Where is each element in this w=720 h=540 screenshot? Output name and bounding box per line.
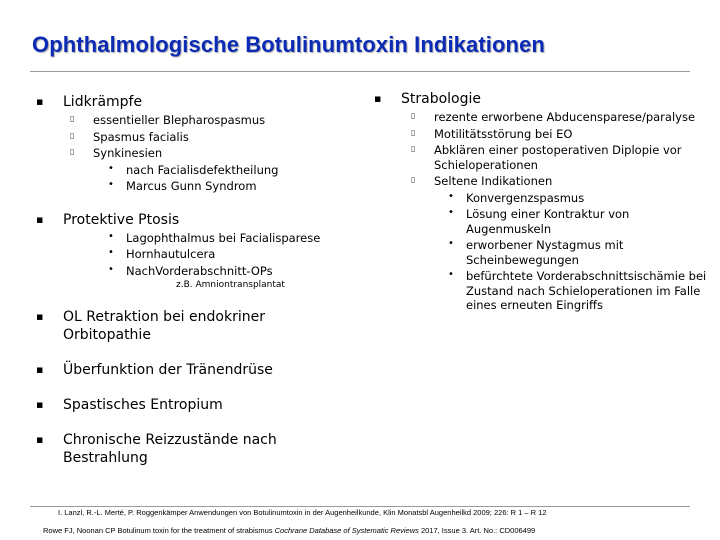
dot-bullet-icon: • bbox=[108, 247, 114, 258]
slide-title: Ophthalmologische Botulinumtoxin Indikationen bbox=[32, 32, 545, 57]
box-bullet-icon: ▯ bbox=[70, 114, 75, 123]
box-bullet-icon: ▯ bbox=[411, 127, 416, 137]
item-lagophthalmus: Lagophthalmus bei Facialisparese bbox=[126, 230, 321, 245]
list-item bbox=[30, 308, 350, 344]
item-spasmus-facialis: Spasmus facialis bbox=[93, 129, 189, 144]
item-nystagmus: erworbener Nystagmus mit bbox=[466, 238, 624, 252]
item-facialisdefekt: nach Facialisdefektheilung bbox=[126, 162, 279, 177]
item-reizzustaende-cont: Bestrahlung bbox=[63, 450, 148, 466]
list-item bbox=[30, 211, 350, 229]
list-item bbox=[30, 113, 350, 128]
list-item bbox=[368, 127, 708, 142]
item-kontraktur-cont: Augenmuskeln bbox=[466, 221, 552, 236]
box-bullet-icon: ▯ bbox=[411, 175, 416, 184]
list-item bbox=[368, 110, 708, 125]
box-bullet-icon: ▯ bbox=[70, 147, 75, 156]
square-bullet-icon: ▪ bbox=[36, 95, 44, 108]
dot-bullet-icon: • bbox=[108, 179, 114, 190]
list-item bbox=[30, 247, 350, 262]
item-vorderabschnittsischaemie-cont2: eines erneuten Eingriffs bbox=[466, 298, 603, 312]
footnote-rowe bbox=[43, 526, 535, 535]
box-bullet-icon: ▯ bbox=[70, 130, 75, 140]
spacer bbox=[30, 344, 350, 361]
item-traenendruese: Überfunktion der Tränendrüse bbox=[63, 362, 273, 378]
item-kontraktur: Lösung einer Kontraktur von bbox=[466, 207, 630, 221]
list-item bbox=[30, 361, 350, 379]
item-konvergenzspasmus: Konvergenzspasmus bbox=[466, 190, 585, 205]
list-item bbox=[30, 396, 350, 414]
list-item bbox=[30, 93, 350, 111]
list-item bbox=[368, 191, 708, 206]
square-bullet-icon: ▪ bbox=[36, 363, 44, 376]
dot-bullet-icon: • bbox=[108, 263, 114, 275]
list-item bbox=[30, 130, 350, 145]
list-item bbox=[30, 146, 350, 161]
item-hornhautulcera: Hornhautulcera bbox=[126, 247, 216, 261]
square-bullet-icon: ▪ bbox=[36, 212, 44, 226]
list-item bbox=[30, 179, 350, 194]
item-vorderabschnittsischaemie: befürchtete Vorderabschnittsischämie bei bbox=[466, 269, 707, 283]
item-diplopie-cont: Schieloperationen bbox=[434, 157, 538, 172]
left-column bbox=[30, 90, 350, 467]
footnote-rowe-journal: Cochrane Database of Systematic Reviews bbox=[274, 526, 419, 535]
item-amniontransplantat: z.B. Amniontransplantat bbox=[176, 280, 285, 290]
box-bullet-icon: ▯ bbox=[411, 111, 416, 120]
dot-bullet-icon: • bbox=[448, 190, 454, 202]
item-motilitaetsstoerung: Motilitätsstörung bei EO bbox=[434, 126, 573, 141]
list-item bbox=[368, 143, 708, 172]
item-marcus-gunn: Marcus Gunn Syndrom bbox=[126, 179, 257, 193]
dot-bullet-icon: • bbox=[108, 230, 114, 242]
item-entropium: Spastisches Entropium bbox=[63, 397, 223, 413]
item-blepharospasmus: essentieller Blepharospasmus bbox=[93, 113, 266, 127]
footnote-rowe-issue: 2017, Issue 3. Art. No.: CD006499 bbox=[418, 526, 536, 535]
list-item bbox=[368, 90, 708, 108]
item-synkinesien: Synkinesien bbox=[93, 146, 163, 160]
list-item bbox=[30, 163, 350, 178]
footnote-lanzl: I. Lanzl, R.-L. Merté, P. Roggenkämper Anwendungen von Botulinumtoxin in der Augenheilkunde, Klin Monatsbl Augenheilkd 2009; 226: R 1 – R 12 bbox=[58, 508, 547, 517]
square-bullet-icon: ▪ bbox=[36, 433, 44, 446]
box-bullet-icon: ▯ bbox=[411, 144, 416, 153]
item-vorderabschnitt-ops: NachVorderabschnitt-OPs bbox=[126, 263, 273, 278]
list-item bbox=[368, 174, 708, 189]
square-bullet-icon: ▪ bbox=[36, 398, 44, 411]
item-ptosis: Protektive Ptosis bbox=[63, 211, 180, 228]
spacer bbox=[30, 414, 350, 431]
dot-bullet-icon: • bbox=[448, 269, 454, 280]
list-item bbox=[30, 231, 350, 246]
dot-bullet-icon: • bbox=[448, 207, 454, 218]
item-seltene-indikationen: Seltene Indikationen bbox=[434, 174, 553, 188]
spacer bbox=[30, 194, 350, 211]
item-vorderabschnittsischaemie-cont: Zustand nach Schieloperationen im Falle bbox=[466, 283, 701, 298]
list-item bbox=[30, 431, 350, 467]
dot-bullet-icon: • bbox=[108, 162, 114, 174]
list-item bbox=[368, 269, 708, 313]
item-diplopie: Abklären einer postoperativen Diplopie vor bbox=[434, 143, 682, 157]
dot-bullet-icon: • bbox=[448, 238, 454, 249]
item-strabologie: Strabologie bbox=[401, 91, 482, 107]
item-reizzustaende: Chronische Reizzustände nach bbox=[63, 432, 277, 448]
square-bullet-icon: ▪ bbox=[36, 310, 44, 323]
item-nystagmus-cont: Scheinbewegungen bbox=[466, 252, 579, 267]
footnote-rowe-authors: Rowe FJ, Noonan CP Botulinum toxin for the treatment of strabismus bbox=[43, 526, 275, 535]
item-lidkraempfe: Lidkrämpfe bbox=[63, 94, 143, 110]
spacer bbox=[30, 291, 350, 308]
spacer bbox=[30, 379, 350, 396]
list-item bbox=[368, 238, 708, 267]
list-item bbox=[30, 264, 350, 279]
item-abducensparese: rezente erworbene Abducensparese/paralyse bbox=[434, 110, 696, 124]
footer-divider bbox=[30, 506, 690, 507]
list-item bbox=[368, 207, 708, 236]
title-divider bbox=[30, 71, 690, 72]
item-ol-retraktion-cont: Orbitopathie bbox=[63, 327, 151, 343]
square-bullet-icon: ▪ bbox=[374, 92, 382, 105]
right-column bbox=[368, 90, 708, 313]
item-ol-retraktion: OL Retraktion bei endokriner bbox=[63, 309, 265, 325]
